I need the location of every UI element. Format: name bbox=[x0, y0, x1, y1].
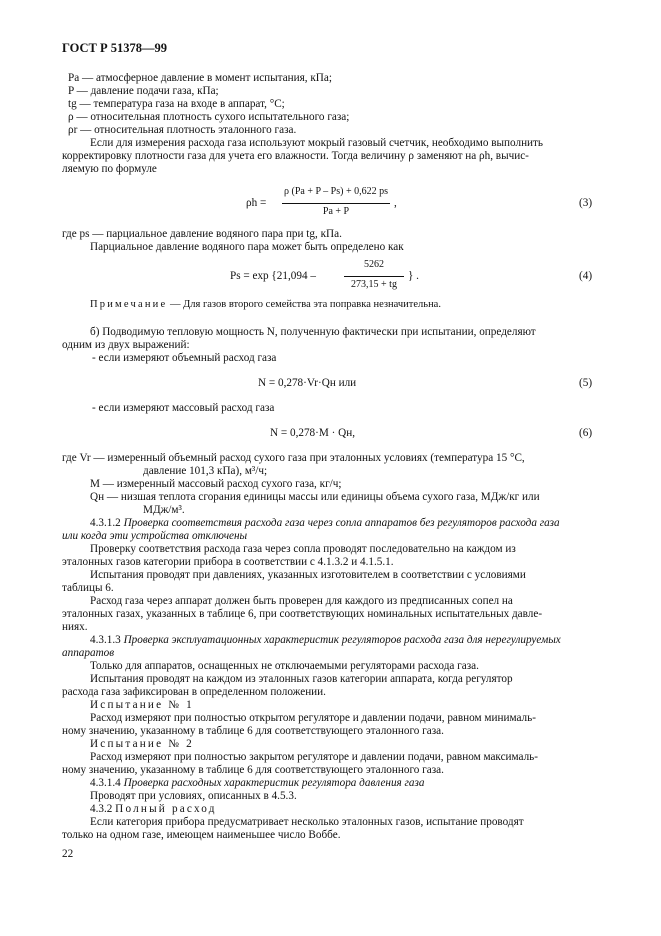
section-heading-4313: 4.3.1.3 Проверка эксплуатационных характеристик регуляторов расхода газа для нерегулируемых bbox=[90, 634, 561, 646]
formula-5: N = 0,278·Vr·Qн или bbox=[258, 377, 357, 389]
note bbox=[90, 298, 441, 311]
formula-6-number: (6) bbox=[579, 427, 593, 439]
paragraph-line: Проверку соответствия расхода газа через сопла проводят последовательно на каждом из bbox=[90, 543, 516, 555]
formula-4-lhs: Ps = exp {21,094 – bbox=[230, 270, 316, 282]
paragraph-line: ному значению, указанному в таблице 6 для соответствующего эталонного газа. bbox=[62, 764, 444, 776]
definition-pa: Pa — атмосферное давление в момент испытания, кПа; bbox=[68, 72, 332, 84]
paragraph-line: расхода газа зафиксирован в определенном положении. bbox=[62, 686, 326, 698]
definition-tg: tg — температура газа на входе в аппарат, °С; bbox=[68, 98, 285, 110]
paragraph-line: Если категория прибора предусматривает несколько эталонных газов, испытание проводят bbox=[90, 816, 524, 828]
formula-3-denominator: Pa + P bbox=[322, 206, 350, 217]
definition-p: P — давление подачи газа, кПа; bbox=[68, 85, 219, 97]
formula-4-tail: } . bbox=[408, 270, 419, 282]
paragraph-line: Расход измеряют при полностью закрытом регуляторе и давлении подачи, равном максималь- bbox=[90, 751, 539, 763]
test-heading-1: Испытание № 1 bbox=[90, 699, 194, 711]
paragraph-line: корректировку плотности газа для учета его влажности. Тогда величину ρ заменяют на ρh, вычис- bbox=[62, 150, 529, 162]
fraction-bar bbox=[344, 276, 404, 277]
paragraph-line: таблицы 6. bbox=[62, 582, 114, 594]
paragraph-line: МДж/м³. bbox=[143, 504, 185, 516]
formula-3-lhs: ρh = bbox=[246, 197, 267, 209]
formula-3-number: (3) bbox=[579, 197, 593, 209]
formula-5-number: (5) bbox=[579, 377, 593, 389]
paragraph-line: Испытания проводят на каждом из эталонных газов категории аппарата, когда регулятор bbox=[90, 673, 513, 685]
formula-3-numerator: ρ (Pa + P – Ps) + 0,622 ps bbox=[284, 186, 388, 197]
formula-6: N = 0,278·M · Qн, bbox=[270, 427, 356, 439]
page-number: 22 bbox=[62, 848, 74, 860]
paragraph-line: Расход измеряют при полностью открытом регуляторе и давлении подачи, равном минималь- bbox=[90, 712, 536, 724]
section-heading-432: 4.3.2 Полный расход bbox=[90, 803, 217, 815]
section-heading-4313-cont: аппаратов bbox=[62, 647, 115, 659]
section-heading-4312-cont: или когда эти устройства отключены bbox=[62, 530, 248, 542]
list-item: - если измеряют массовый расход газа bbox=[92, 402, 275, 414]
note-text: — Для газов второго семейства эта поправка незначительна. bbox=[169, 299, 441, 310]
section-heading-4314: 4.3.1.4 Проверка расходных характеристик регулятора давления газа bbox=[90, 777, 425, 789]
paragraph-line: давление 101,3 кПа), м³/ч; bbox=[143, 465, 268, 477]
paragraph-line: Qн — низшая теплота сгорания единицы массы или единицы объема сухого газа, МДж/кг или bbox=[90, 491, 540, 503]
formula-4-numerator: 5262 bbox=[364, 259, 384, 270]
paragraph-line: Только для аппаратов, оснащенных не отключаемыми регуляторами расхода газа. bbox=[90, 660, 479, 672]
fraction-bar bbox=[282, 203, 390, 204]
paragraph-line: где ps — парциальное давление водяного пара при tg, кПа. bbox=[62, 228, 342, 240]
paragraph-line: только на одном газе, имеющем наименьшее число Воббе. bbox=[62, 829, 341, 841]
formula-3-tail: , bbox=[394, 197, 397, 209]
section-heading-4312: 4.3.1.2 Проверка соответствия расхода газа через сопла аппаратов без регуляторов расхода газа bbox=[90, 517, 560, 529]
paragraph-line: одним из двух выражений: bbox=[62, 339, 190, 351]
note-label: Примечание bbox=[90, 299, 168, 310]
paragraph-line: Если для измерения расхода газа используют мокрый газовый счетчик, необходимо выполнить bbox=[90, 137, 544, 149]
paragraph-line: Испытания проводят при давлениях, указанных изготовителем в соответствии с условиями bbox=[90, 569, 526, 581]
paragraph-line: ному значению, указанному в таблице 6 для соответствующего эталонного газа. bbox=[62, 725, 444, 737]
paragraph-line: эталонных газов категории прибора в соответствии с 4.1.3.2 и 4.1.5.1. bbox=[62, 556, 394, 568]
paragraph-line: Расход газа через аппарат должен быть проверен для каждого из предписанных сопел на bbox=[90, 595, 513, 607]
paragraph-line: Проводят при условиях, описанных в 4.5.3. bbox=[90, 790, 297, 802]
formula-4-number: (4) bbox=[579, 270, 593, 282]
standard-code-header: ГОСТ Р 51378—99 bbox=[62, 41, 168, 55]
paragraph-line: эталонных газах, указанных в таблице 6, при соответствующих номинальных испытательных давле- bbox=[62, 608, 543, 620]
paragraph-line: Парциальное давление водяного пара может быть определено как bbox=[90, 241, 404, 253]
paragraph-line: M — измеренный массовый расход сухого газа, кг/ч; bbox=[90, 478, 342, 490]
paragraph-line: ниях. bbox=[62, 621, 88, 633]
paragraph-line: б) Подводимую тепловую мощность N, полученную фактически при испытании, определяют bbox=[90, 326, 536, 338]
definition-rho: ρ — относительная плотность сухого испытательного газа; bbox=[68, 111, 350, 123]
definition-rho-r: ρr — относительная плотность эталонного газа. bbox=[68, 124, 297, 136]
paragraph-line: ляемую по формуле bbox=[62, 163, 157, 175]
formula-4-denominator: 273,15 + tg bbox=[351, 279, 397, 290]
test-heading-2: Испытание № 2 bbox=[90, 738, 194, 750]
list-item: - если измеряют объемный расход газа bbox=[92, 352, 277, 364]
paragraph-line: где Vr — измеренный объемный расход сухого газа при эталонных условиях (температура 15 °С, bbox=[62, 452, 525, 464]
